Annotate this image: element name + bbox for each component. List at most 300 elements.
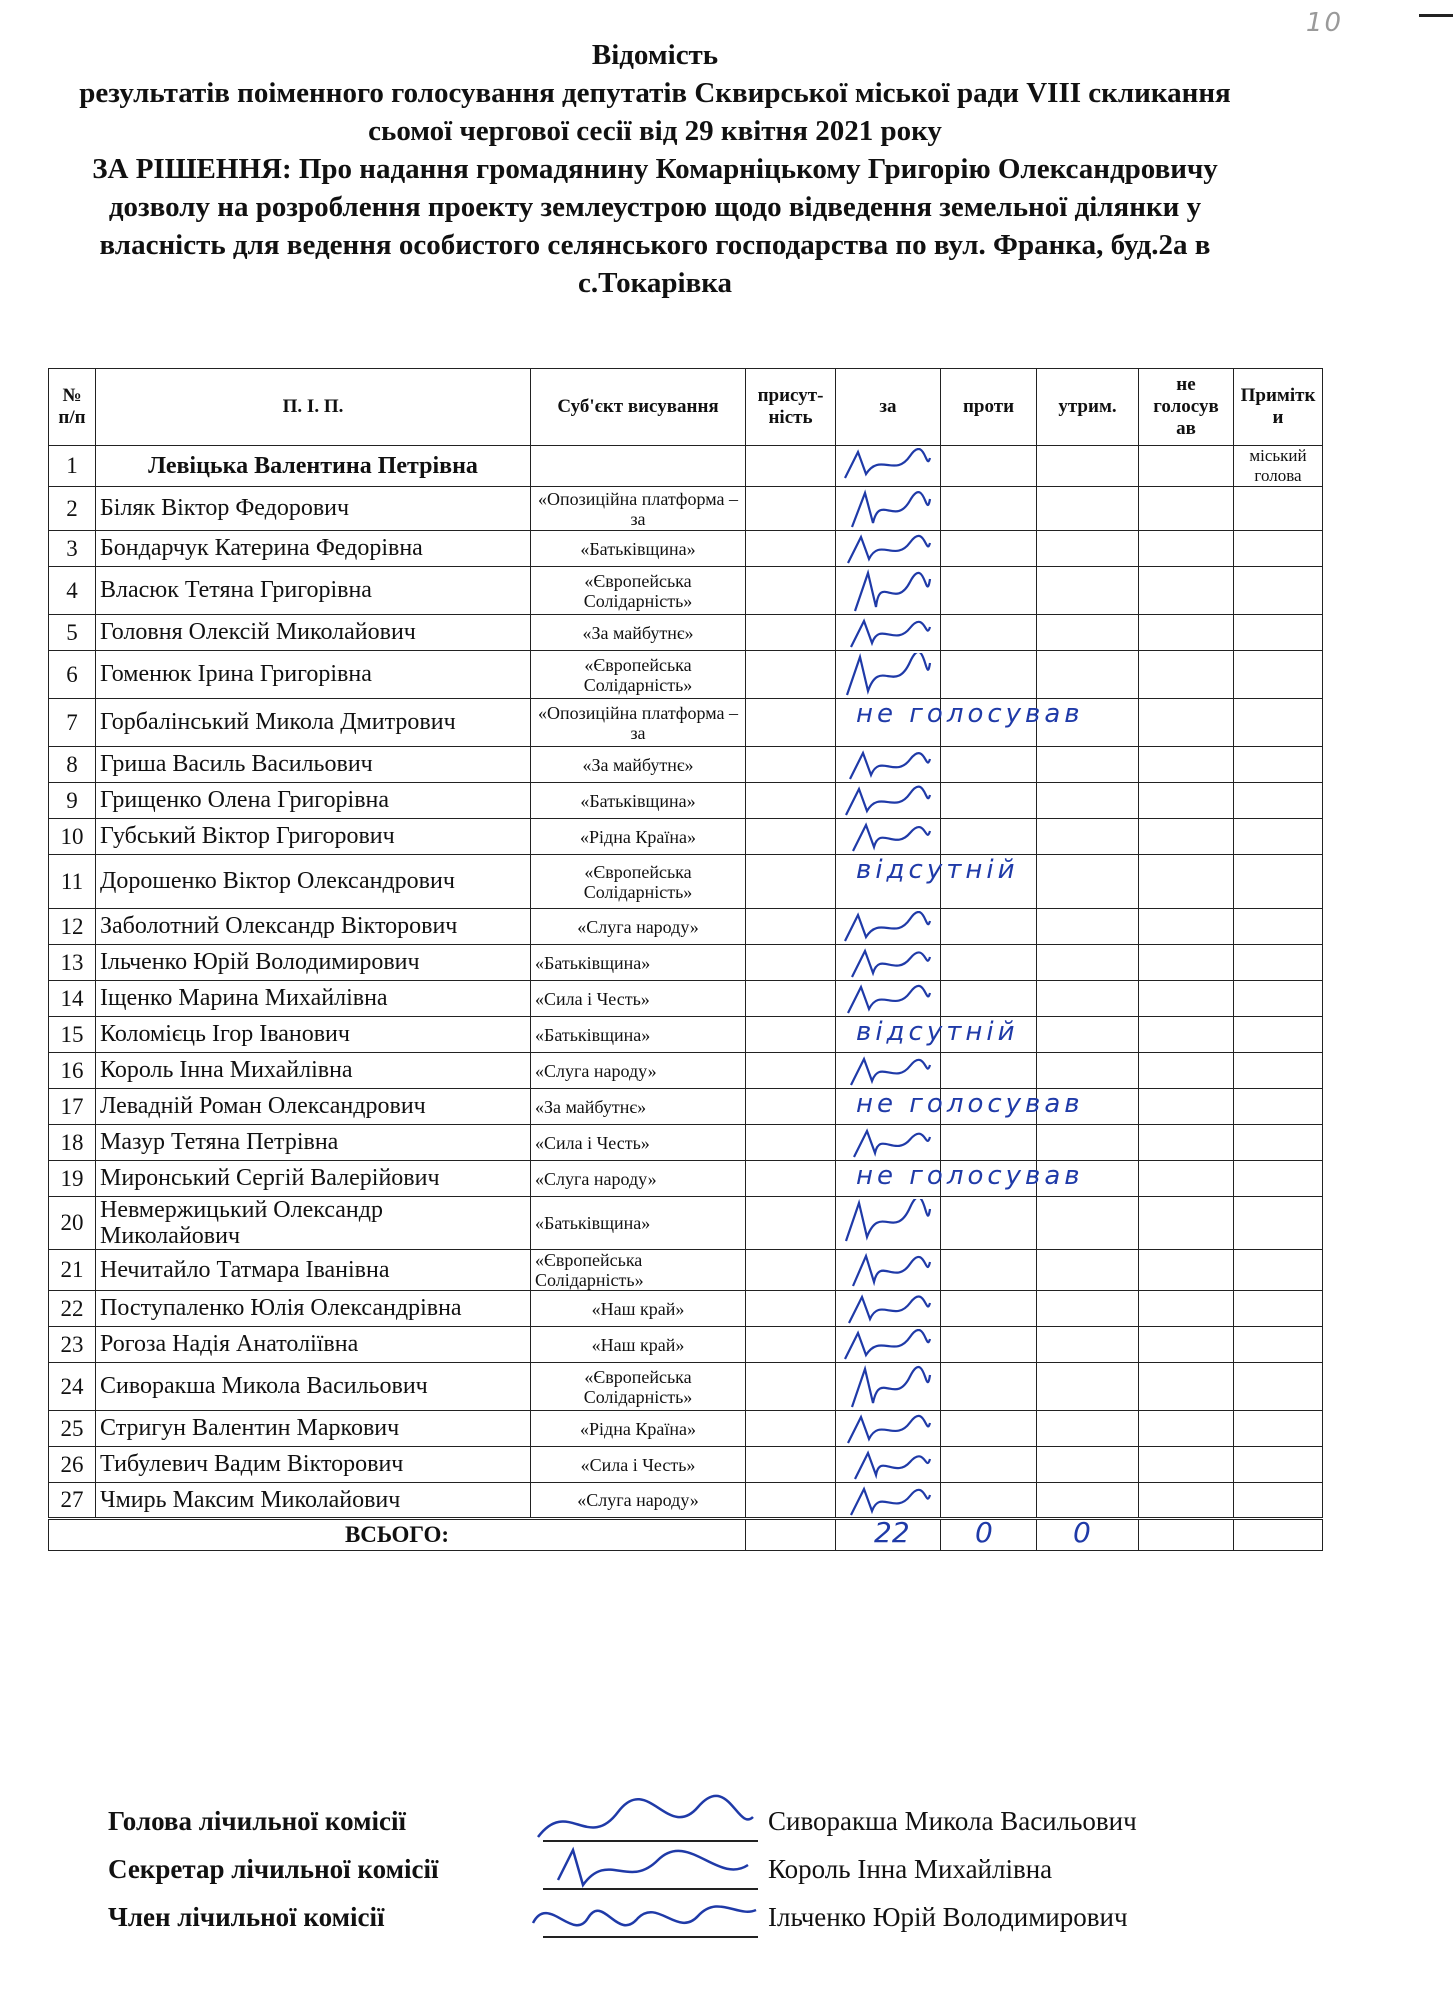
nominating-party: «Наш край» [531,1327,746,1363]
deputy-name: Чмирь Максим Миколайович [96,1483,531,1519]
nominating-party: «Сила і Честь» [531,1125,746,1161]
vote-signature-icon [840,785,935,817]
notes-cell: міський голова [1234,446,1323,487]
table-row [49,1089,1323,1125]
not-voted-cell [1139,819,1234,855]
not-voted-cell [1139,1291,1234,1327]
vote-signature-icon [840,983,935,1015]
handwritten-vote-note: відсутній [856,855,1019,885]
presence-cell [746,855,836,909]
handwritten-signature-icon [528,1888,758,1948]
presence-cell [746,446,836,487]
nominating-party: «Слуга народу» [531,1161,746,1197]
signature-role: Член лічильної комісії [108,1902,385,1932]
row-number: 26 [49,1447,96,1483]
deputy-name: Дорошенко Віктор Олександрович [96,855,531,909]
total-notes [1234,1519,1323,1551]
signature-role: Секретар лічильної комісії [108,1854,439,1884]
deputy-name: Король Інна Михайлівна [96,1053,531,1089]
presence-cell [746,1089,836,1125]
table-row [49,1161,1323,1197]
presence-cell [746,1327,836,1363]
presence-cell [746,1161,836,1197]
vote-for-cell [836,567,941,615]
total-row [49,1519,1323,1551]
notes-cell [1234,1483,1323,1519]
presence-cell [746,567,836,615]
notes-cell [1234,1125,1323,1161]
deputy-name: Губський Віктор Григорович [96,819,531,855]
vote-abstain-cell [1037,651,1139,699]
row-number: 15 [49,1017,96,1053]
vote-for-cell [836,855,1019,909]
table-row [49,531,1323,567]
vote-abstain-cell [1037,1291,1139,1327]
vote-abstain-cell [1037,615,1139,651]
vote-for-cell [836,699,1084,747]
vote-abstain-cell [1037,747,1139,783]
presence-cell [746,1053,836,1089]
presence-cell [746,1291,836,1327]
table-row [49,981,1323,1017]
vote-against-cell [941,699,1037,747]
not-voted-cell [1139,531,1234,567]
notes-cell [1234,651,1323,699]
table-row [49,747,1323,783]
not-voted-cell [1139,1161,1234,1197]
vote-against-cell [941,1447,1037,1483]
vote-against-cell [941,1483,1037,1519]
vote-against-cell [941,651,1037,699]
col-header-name: П. І. П. [96,369,531,446]
vote-against-cell [941,1250,1037,1291]
notes-cell [1234,1197,1323,1250]
notes-cell [1234,615,1323,651]
vote-signature-icon [840,1485,935,1517]
vote-for-cell [836,747,941,783]
not-voted-cell [1139,487,1234,531]
vote-abstain-cell [1037,1017,1139,1053]
table-row [49,819,1323,855]
vote-for-cell [836,651,941,699]
presence-cell [746,1197,836,1250]
row-number: 13 [49,945,96,981]
vote-signature-icon [840,1365,935,1409]
col-header-for: за [836,369,941,446]
handwritten-vote-note: не голосував [856,699,1084,729]
not-voted-cell [1139,1089,1234,1125]
table-row [49,1250,1323,1291]
presence-cell [746,1447,836,1483]
not-voted-cell [1139,1363,1234,1411]
vote-for-cell [836,819,941,855]
vote-abstain-cell [1037,855,1139,909]
vote-against-cell [941,909,1037,945]
vote-for-cell [836,981,941,1017]
decision-line-3: власність для ведення особистого селянського господарства по вул. Франка, буд.2а в [99,229,1211,261]
row-number: 5 [49,615,96,651]
notes-cell [1234,855,1323,909]
vote-signature-icon [840,911,935,943]
presence-cell [746,1363,836,1411]
deputy-name: Заболотний Олександр Вікторович [96,909,531,945]
vote-for-cell [836,945,941,981]
nominating-party: «За майбутнє» [531,747,746,783]
total-abstain [1037,1519,1139,1551]
vote-signature-icon [840,533,935,565]
table-row [49,1053,1323,1089]
row-number: 1 [49,446,96,487]
vote-abstain-cell [1037,699,1139,747]
handwritten-vote-note: не голосував [856,1161,1084,1191]
total-not-voted [1139,1519,1234,1551]
not-voted-cell [1139,651,1234,699]
vote-signature-icon [840,749,935,781]
voting-table [48,368,1323,1551]
vote-for-cell [836,1197,941,1250]
vote-for-cell [836,783,941,819]
total-presence [746,1519,836,1551]
deputy-name: Іщенко Марина Михайлівна [96,981,531,1017]
table-row [49,1327,1323,1363]
table-row [49,783,1323,819]
deputy-name: Гриша Василь Васильович [96,747,531,783]
row-number: 2 [49,487,96,531]
vote-signature-icon [840,947,935,979]
vote-against-cell [941,981,1037,1017]
not-voted-cell [1139,1411,1234,1447]
notes-cell [1234,699,1323,747]
vote-for-cell [836,1125,941,1161]
total-for [836,1519,941,1551]
deputy-name: Левадній Роман Олександрович [96,1089,531,1125]
deputy-name: Горбалінський Микола Дмитрович [96,699,531,747]
vote-abstain-cell [1037,1250,1139,1291]
decision-line-2: дозволу на розроблення проекту землеустрою щодо відведення земельної ділянки у [108,191,1202,223]
presence-cell [746,1483,836,1519]
notes-cell [1234,981,1323,1017]
row-number: 12 [49,909,96,945]
vote-signature-icon [840,1055,935,1087]
nominating-party: «Батьківщина» [531,783,746,819]
deputy-name: Тибулевич Вадим Вікторович [96,1447,531,1483]
not-voted-cell [1139,699,1234,747]
decision-line-4: с.Токарівка [577,267,733,299]
col-header-party: Суб'єкт висування [531,369,746,446]
deputy-name: Головня Олексій Миколайович [96,615,531,651]
row-number: 18 [49,1125,96,1161]
not-voted-cell [1139,1017,1234,1053]
presence-cell [746,981,836,1017]
document-header [50,36,1260,302]
total-for-value: 22 [874,1518,910,1549]
notes-cell [1234,1161,1323,1197]
vote-for-cell [836,1327,941,1363]
not-voted-cell [1139,1053,1234,1089]
row-number: 23 [49,1327,96,1363]
vote-signature-icon [840,1252,935,1288]
doc-subtitle-1: результатів поіменного голосування депутатів Сквирської міської ради VIII скликання [79,77,1231,109]
row-number: 9 [49,783,96,819]
table-row [49,446,1323,487]
vote-abstain-cell [1037,1197,1139,1250]
handwritten-vote-note: не голосував [856,1089,1084,1119]
vote-for-cell [836,1447,941,1483]
notes-cell [1234,945,1323,981]
total-label: ВСЬОГО: [49,1519,746,1551]
deputy-name: Біляк Віктор Федорович [96,487,531,531]
table-row [49,1447,1323,1483]
vote-abstain-cell [1037,819,1139,855]
table-row [49,487,1323,531]
vote-abstain-cell [1037,1053,1139,1089]
deputy-name: Невмержицький Олександр Миколайович [96,1197,531,1250]
vote-for-cell [836,1161,1084,1197]
corner-mark [1419,14,1453,17]
presence-cell [746,1411,836,1447]
vote-abstain-cell [1037,945,1139,981]
vote-against-cell [941,1327,1037,1363]
vote-signature-icon [840,448,935,480]
vote-abstain-cell [1037,1089,1139,1125]
not-voted-cell [1139,1327,1234,1363]
vote-abstain-cell [1037,446,1139,487]
col-header-not-voted: не голосув ав [1139,369,1234,446]
nominating-party: «Європейська Солідарність» [531,567,746,615]
total-abstain-value: 0 [1073,1518,1091,1549]
vote-against-cell [941,783,1037,819]
nominating-party: «Слуга народу» [531,1483,746,1519]
presence-cell [746,783,836,819]
vote-against-cell [941,1411,1037,1447]
vote-abstain-cell [1037,1447,1139,1483]
not-voted-cell [1139,855,1234,909]
vote-for-cell [836,615,941,651]
deputy-name: Миронський Сергій Валерійович [96,1161,531,1197]
vote-signature-icon [840,617,935,649]
vote-for-cell [836,1017,1019,1053]
doc-title: Відомість [591,39,719,71]
table-row [49,1363,1323,1411]
not-voted-cell [1139,615,1234,651]
deputy-name: Нечитайло Татмара Іванівна [96,1250,531,1291]
vote-for-cell [836,446,941,487]
table-header-row [49,369,1323,446]
table-row [49,615,1323,651]
presence-cell [746,487,836,531]
presence-cell [746,615,836,651]
vote-against-cell [941,1197,1037,1250]
table-row [49,1483,1323,1519]
vote-for-cell [836,1053,941,1089]
vote-signature-icon [840,1329,935,1361]
nominating-party: «Батьківщина» [531,945,746,981]
presence-cell [746,945,836,981]
not-voted-cell [1139,1250,1234,1291]
nominating-party: «Батьківщина» [531,1017,746,1053]
vote-for-cell [836,1291,941,1327]
row-number: 21 [49,1250,96,1291]
vote-signature-icon [840,1293,935,1325]
signature-name: Король Інна Михайлівна [768,1854,1053,1884]
table-row [49,855,1323,909]
row-number: 17 [49,1089,96,1125]
vote-against-cell [941,1053,1037,1089]
table-row [49,1125,1323,1161]
vote-against-cell [941,747,1037,783]
table-row [49,909,1323,945]
row-number: 24 [49,1363,96,1411]
vote-against-cell [941,1291,1037,1327]
vote-abstain-cell [1037,567,1139,615]
vote-against-cell [941,945,1037,981]
vote-abstain-cell [1037,783,1139,819]
vote-signature-icon [840,821,935,853]
presence-cell [746,699,836,747]
not-voted-cell [1139,446,1234,487]
col-header-abstain: утрим. [1037,369,1139,446]
not-voted-cell [1139,747,1234,783]
notes-cell [1234,1411,1323,1447]
total-against [941,1519,1037,1551]
not-voted-cell [1139,945,1234,981]
not-voted-cell [1139,1197,1234,1250]
row-number: 19 [49,1161,96,1197]
vote-signature-icon [840,569,935,613]
vote-abstain-cell [1037,909,1139,945]
vote-against-cell [941,1089,1037,1125]
vote-against-cell [941,1363,1037,1411]
presence-cell [746,909,836,945]
not-voted-cell [1139,1483,1234,1519]
vote-signature-icon [840,489,935,529]
notes-cell [1234,1089,1323,1125]
vote-for-cell [836,1363,941,1411]
vote-signature-icon [840,653,935,697]
row-number: 6 [49,651,96,699]
decision-line-1: ЗА РІШЕННЯ: Про надання громадянину Комарніцькому Григорію Олександровичу [92,153,1218,185]
vote-signature-icon [840,1413,935,1445]
signature-name: Сиворакша Микола Васильович [768,1806,1137,1836]
total-against-value: 0 [975,1518,993,1549]
presence-cell [746,1125,836,1161]
presence-cell [746,1017,836,1053]
nominating-party: «Слуга народу» [531,1053,746,1089]
notes-cell [1234,747,1323,783]
deputy-name: Рогоза Надія Анатоліївна [96,1327,531,1363]
notes-cell [1234,819,1323,855]
nominating-party: «Рідна Країна» [531,1411,746,1447]
table-row [49,651,1323,699]
deputy-name: Поступаленко Юлія Олександрівна [96,1291,531,1327]
doc-subtitle-2: сьомої чергової сесії від 29 квітня 2021 року [368,115,942,147]
signature-role: Голова лічильної комісії [108,1806,406,1836]
signature-line [543,1936,758,1938]
vote-abstain-cell [1037,1125,1139,1161]
nominating-party: «Європейська Солідарність» [531,1363,746,1411]
deputy-name: Гоменюк Ірина Григорівна [96,651,531,699]
presence-cell [746,819,836,855]
deputy-name: Ільченко Юрій Володимирович [96,945,531,981]
vote-against-cell [941,855,1037,909]
notes-cell [1234,1250,1323,1291]
vote-abstain-cell [1037,1363,1139,1411]
notes-cell [1234,1363,1323,1411]
table-row [49,1017,1323,1053]
vote-signature-icon [840,1199,935,1243]
vote-against-cell [941,1161,1037,1197]
notes-cell [1234,1017,1323,1053]
presence-cell [746,531,836,567]
not-voted-cell [1139,981,1234,1017]
nominating-party: «Опозиційна платформа – за [531,699,746,747]
row-number: 27 [49,1483,96,1519]
vote-against-cell [941,615,1037,651]
notes-cell [1234,1291,1323,1327]
table-row [49,1291,1323,1327]
nominating-party: «Сила і Честь» [531,1447,746,1483]
col-header-presence: присут-ність [746,369,836,446]
deputy-name: Грищенко Олена Григорівна [96,783,531,819]
not-voted-cell [1139,1125,1234,1161]
vote-abstain-cell [1037,1483,1139,1519]
not-voted-cell [1139,909,1234,945]
vote-abstain-cell [1037,487,1139,531]
nominating-party: «Європейська Солідарність» [531,1250,746,1291]
vote-against-cell [941,1017,1037,1053]
not-voted-cell [1139,567,1234,615]
deputy-name: Бондарчук Катерина Федорівна [96,531,531,567]
not-voted-cell [1139,783,1234,819]
row-number: 7 [49,699,96,747]
deputy-name: Сиворакша Микола Васильович [96,1363,531,1411]
notes-cell [1234,1327,1323,1363]
nominating-party: «Європейська Солідарність» [531,651,746,699]
nominating-party: «Сила і Честь» [531,981,746,1017]
vote-for-cell [836,1089,1084,1125]
nominating-party: «Батьківщина» [531,1197,746,1250]
vote-for-cell [836,487,941,531]
deputy-name: Мазур Тетяна Петрівна [96,1125,531,1161]
vote-abstain-cell [1037,981,1139,1017]
signature-name: Ільченко Юрій Володимирович [768,1902,1128,1932]
col-header-against: проти [941,369,1037,446]
notes-cell [1234,567,1323,615]
row-number: 22 [49,1291,96,1327]
vote-against-cell [941,819,1037,855]
nominating-party: «Батьківщина» [531,531,746,567]
table-row [49,1411,1323,1447]
vote-against-cell [941,567,1037,615]
row-number: 11 [49,855,96,909]
presence-cell [746,1250,836,1291]
vote-against-cell [941,531,1037,567]
presence-cell [746,747,836,783]
nominating-party: «Наш край» [531,1291,746,1327]
nominating-party: «За майбутнє» [531,615,746,651]
commission-signatures [108,1800,1258,1944]
vote-against-cell [941,1125,1037,1161]
vote-for-cell [836,531,941,567]
vote-for-cell [836,1411,941,1447]
vote-signature-icon [840,1449,935,1481]
notes-cell [1234,783,1323,819]
table-row [49,699,1323,747]
vote-abstain-cell [1037,1327,1139,1363]
table-row [49,1197,1323,1250]
nominating-party: «Слуга народу» [531,909,746,945]
row-number: 10 [49,819,96,855]
